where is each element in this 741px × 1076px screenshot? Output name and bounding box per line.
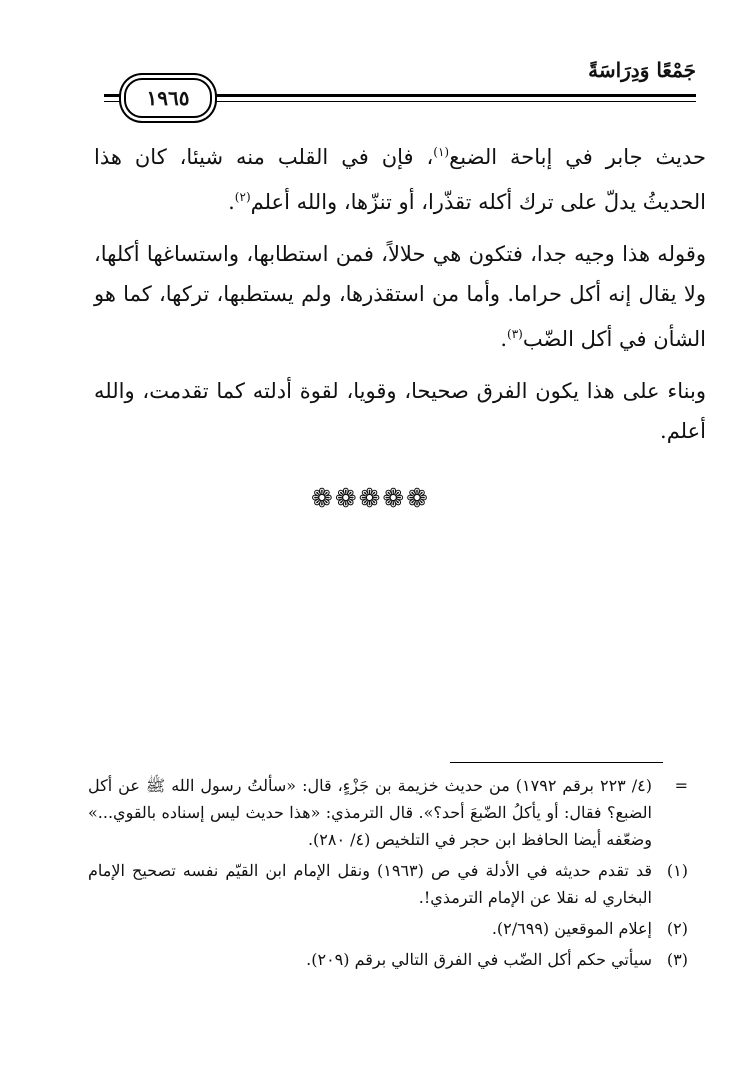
paragraph-text: .	[500, 327, 508, 351]
paragraph-text: وبناء على هذا يكون الفرق صحيحا، وقويا، لقوة أدلته كما تقدمت، والله أعلم.	[94, 379, 706, 443]
footnote-ref: (٣)	[507, 327, 523, 341]
paragraph	[94, 371, 706, 451]
page-header	[96, 56, 696, 116]
paragraph-text: حديث جابر	[605, 145, 707, 169]
page-number: ١٩٦٥	[124, 78, 212, 118]
footnote-mark: (٣)	[666, 950, 688, 969]
footnote-text: (٤/ ٢٢٣ برقم ١٧٩٢) من حديث خزيمة بن جَزْءٍ، قال: «سألتُ رسول الله ﷺ عن أكل الضبع؟ فقال: أو يأكلُ الضّبعَ أحد؟». قال الترمذي: «هذا حديث ليس إسناده بالقوي...» وضعّفه أيضا الحافظ ابن حجر في التلخيص (٤/ ٢٨٠).	[88, 776, 652, 849]
footnote-ref: (٢)	[234, 190, 251, 204]
footnote	[88, 857, 688, 911]
footnote-text: سيأتي حكم أكل الضّب في الفرق التالي برقم (٢٠٩).	[306, 950, 652, 969]
paragraph	[94, 234, 706, 359]
footnote-mark: (٢)	[666, 919, 688, 938]
footnote	[88, 915, 688, 942]
footnote-mark: =	[674, 776, 688, 795]
running-title: جَمْعًا وَدِرَاسَةً	[588, 58, 696, 82]
footnote-text: قد تقدم حديثه في الأدلة في ص (١٩٦٣) ونقل الإمام ابن القيّم نفسه تصحيح الإمام البخاري له نقلا عن الإمام الترمذي!.	[88, 861, 652, 907]
footnotes	[88, 772, 688, 977]
footnote-ref: (١)	[433, 145, 450, 159]
footnote	[88, 772, 688, 853]
paragraph-text: .	[228, 190, 235, 214]
paragraph	[94, 132, 706, 222]
footnote-mark: (١)	[666, 861, 688, 880]
main-text	[94, 132, 706, 463]
paragraph-text: وقوله هذا وجيه جدا، فتكون هي حلالاً، فمن استطابها، واستساغها أكلها، ولا يقال إنه أكل حراما. وأما من استقذرها، ولم يستطبها، تركها، كما هو الشأن في أكل الضّب	[94, 242, 706, 351]
footnote	[88, 946, 688, 973]
section-ornament: ❁❁❁❁❁	[311, 484, 430, 514]
paragraph-text: في إباحة الضبع	[449, 145, 606, 169]
footnote-text: إعلام الموقعين (٢/٦٩٩).	[491, 919, 652, 938]
footnote-separator	[450, 762, 663, 763]
paragraph-text: ، فإن في القلب منه شيئا، كان هذا الحديثُ يدلّ على ترك أكله تقذّرا، أو تنزّها، والله أعلم	[94, 145, 706, 214]
